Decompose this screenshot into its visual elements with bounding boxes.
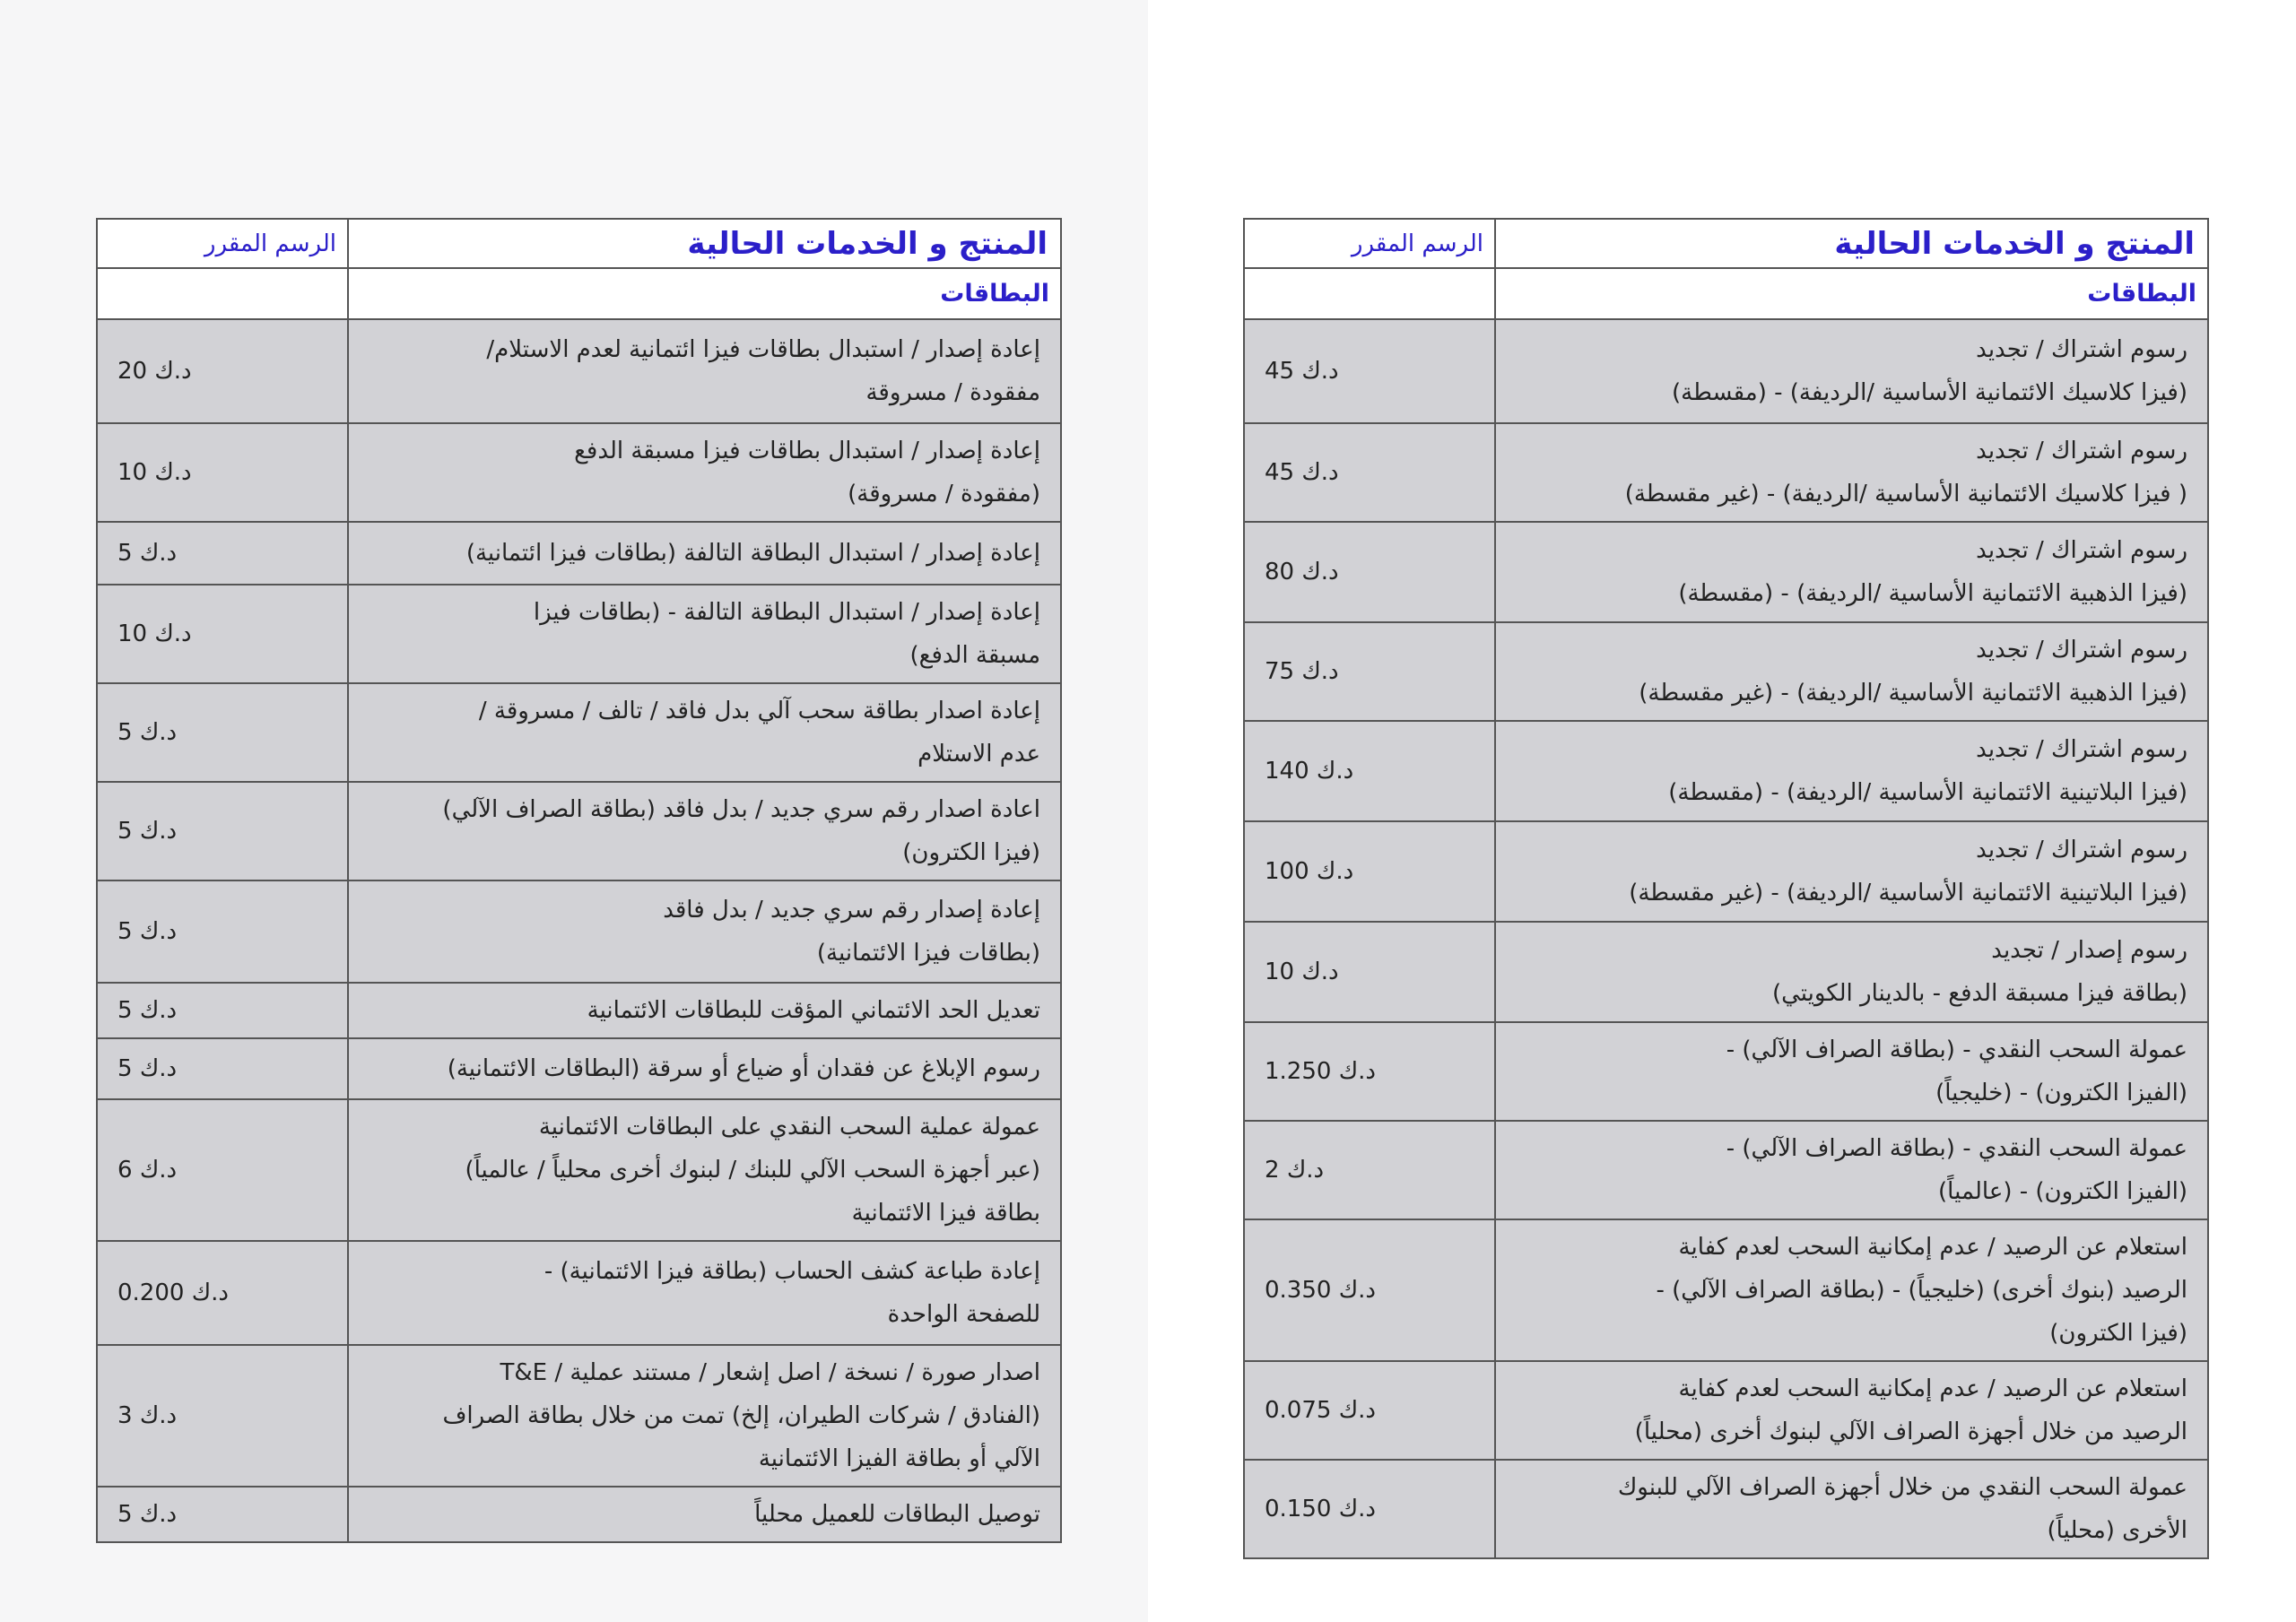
fee-amount: 5 د.ك — [97, 683, 348, 782]
fee-row — [97, 522, 1061, 585]
fee-description: توصيل البطاقات للعميل محلياً — [348, 1487, 1061, 1542]
fee-description: عمولة السحب النقدي من خلال أجهزة الصراف الآلي للبنوك الأخرى (محلياً) — [1495, 1460, 2208, 1558]
fee-description: رسوم اشتراك / تجديد (فيزا كلاسيك الائتمانية الأساسية /الرديفة) - (مقسطة) — [1495, 319, 2208, 423]
fee-amount: 45 د.ك — [1244, 319, 1495, 423]
fee-row — [97, 782, 1061, 880]
fee-row — [97, 1487, 1061, 1542]
fee-amount: 3 د.ك — [97, 1345, 348, 1487]
fee-amount: 5 د.ك — [97, 522, 348, 585]
fee-amount: 10 د.ك — [97, 585, 348, 683]
fee-description: عمولة عملية السحب النقدي على البطاقات الائتمانية (عبر أجهزة السحب الآلي للبنك / لبنوك أخرى محلياً / عالمياً) بطاقة فيزا الائتمانية — [348, 1099, 1061, 1241]
fee-amount: 10 د.ك — [97, 423, 348, 522]
section-row — [1244, 268, 2208, 319]
fee-amount: 0.350 د.ك — [1244, 1219, 1495, 1361]
fee-description: رسوم اشتراك / تجديد (فيزا البلاتينية الائتمانية الأساسية /الرديفة) - (غير مقسطة) — [1495, 821, 2208, 922]
fee-description: اعادة اصدار رقم سري جديد / بدل فاقد (بطاقة الصراف الآلي) (فيزا الكترون) — [348, 782, 1061, 880]
section-label-cards: البطاقات — [348, 268, 1061, 319]
fee-row — [1244, 1361, 2208, 1460]
fee-amount: 6 د.ك — [97, 1099, 348, 1241]
fee-row — [97, 1099, 1061, 1241]
fee-row — [1244, 319, 2208, 423]
section-label-cards: البطاقات — [1495, 268, 2208, 319]
fee-amount: 10 د.ك — [1244, 922, 1495, 1022]
fee-description: إعادة اصدار بطاقة سحب آلي بدل فاقد / تالف / مسروقة / عدم الاستلام — [348, 683, 1061, 782]
fee-row — [97, 585, 1061, 683]
fee-row — [97, 319, 1061, 423]
fee-description: رسوم اشتراك / تجديد (فيزا البلاتينية الائتمانية الأساسية /الرديفة) - (مقسطة) — [1495, 721, 2208, 821]
fee-amount: 2 د.ك — [1244, 1121, 1495, 1219]
fee-amount: 1.250 د.ك — [1244, 1022, 1495, 1121]
fee-amount: 100 د.ك — [1244, 821, 1495, 922]
fee-row — [1244, 1219, 2208, 1361]
fee-description: اصدار صورة / نسخة / اصل إشعار / مستند عملية / T&E (الفنادق / شركات الطيران، إلخ) تمت من خلال بطاقة الصراف الآلي أو بطاقة الفيزا الائتمانية — [348, 1345, 1061, 1487]
fee-amount: 5 د.ك — [97, 782, 348, 880]
table-header-row — [1244, 219, 2208, 268]
fee-description: رسوم إصدار / تجديد (بطاقة فيزا مسبقة الدفع - بالدينار الكويتي) — [1495, 922, 2208, 1022]
fee-amount: 140 د.ك — [1244, 721, 1495, 821]
fee-amount: 5 د.ك — [97, 880, 348, 983]
fee-amount: 5 د.ك — [97, 1487, 348, 1542]
fee-amount: 5 د.ك — [97, 1038, 348, 1099]
fee-description: إعادة إصدار رقم سري جديد / بدل فاقد (بطاقات فيزا الائتمانية) — [348, 880, 1061, 983]
fee-row — [97, 423, 1061, 522]
fee-row — [1244, 721, 2208, 821]
fee-amount: 0.075 د.ك — [1244, 1361, 1495, 1460]
header-fee: الرسم المقرر — [97, 219, 348, 268]
fee-amount: 75 د.ك — [1244, 622, 1495, 721]
fee-description: إعادة طباعة كشف الحساب (بطاقة فيزا الائتمانية) - للصفحة الواحدة — [348, 1241, 1061, 1345]
fee-row — [1244, 1121, 2208, 1219]
fee-description: استعلام عن الرصيد / عدم إمكانية السحب لعدم كفاية الرصيد (بنوك أخرى) (خليجياً) - (بطاقة الصراف الآلي) - (فيزا الكترون) — [1495, 1219, 2208, 1361]
fee-row — [1244, 821, 2208, 922]
header-fee: الرسم المقرر — [1244, 219, 1495, 268]
fee-row — [97, 1038, 1061, 1099]
section-fee-empty — [1244, 268, 1495, 319]
fee-description: عمولة السحب النقدي - (بطاقة الصراف الآلي) - (الفيزا الكترون) - (عالمياً) — [1495, 1121, 2208, 1219]
fees-table-left — [96, 218, 1062, 1543]
fee-amount: 45 د.ك — [1244, 423, 1495, 522]
fee-row — [97, 1345, 1061, 1487]
fee-description: رسوم اشتراك / تجديد (فيزا الذهبية الائتمانية الأساسية /الرديفة) - (غير مقسطة) — [1495, 622, 2208, 721]
fee-row — [1244, 622, 2208, 721]
fee-row — [97, 880, 1061, 983]
fee-row — [97, 983, 1061, 1038]
fee-row — [1244, 522, 2208, 622]
fee-amount: 0.200 د.ك — [97, 1241, 348, 1345]
fee-description: عمولة السحب النقدي - (بطاقة الصراف الآلي) - (الفيزا الكترون) - (خليجياً) — [1495, 1022, 2208, 1121]
section-fee-empty — [97, 268, 348, 319]
table-header-row — [97, 219, 1061, 268]
fee-row — [97, 683, 1061, 782]
fee-row — [97, 1241, 1061, 1345]
fee-description: رسوم اشتراك / تجديد (فيزا الذهبية الائتمانية الأساسية /الرديفة) - (مقسطة) — [1495, 522, 2208, 622]
fee-row — [1244, 1022, 2208, 1121]
fee-row — [1244, 423, 2208, 522]
fees-table-right — [1243, 218, 2209, 1559]
fee-description: إعادة إصدار / استبدال بطاقات فيزا ائتمانية لعدم الاستلام/ مفقودة / مسروقة — [348, 319, 1061, 423]
fee-description: تعديل الحد الائتماني المؤقت للبطاقات الائتمانية — [348, 983, 1061, 1038]
fee-description: إعادة إصدار / استبدال البطاقة التالفة (بطاقات فيزا ائتمانية) — [348, 522, 1061, 585]
section-row — [97, 268, 1061, 319]
fee-description: إعادة إصدار / استبدال بطاقات فيزا مسبقة الدفع (مفقودة / مسروقة) — [348, 423, 1061, 522]
fee-amount: 0.150 د.ك — [1244, 1460, 1495, 1558]
fee-amount: 5 د.ك — [97, 983, 348, 1038]
header-products-services: المنتج و الخدمات الحالية — [1495, 219, 2208, 268]
fee-amount: 20 د.ك — [97, 319, 348, 423]
fee-description: رسوم اشتراك / تجديد ( فيزا كلاسيك الائتمانية الأساسية /الرديفة) - (غير مقسطة) — [1495, 423, 2208, 522]
fee-description: إعادة إصدار / استبدال البطاقة التالفة - (بطاقات فيزا مسبقة الدفع) — [348, 585, 1061, 683]
fee-description: استعلام عن الرصيد / عدم إمكانية السحب لعدم كفاية الرصيد من خلال أجهزة الصراف الآلي لبنوك أخرى (محلياً) — [1495, 1361, 2208, 1460]
fee-amount: 80 د.ك — [1244, 522, 1495, 622]
fee-row — [1244, 1460, 2208, 1558]
header-products-services: المنتج و الخدمات الحالية — [348, 219, 1061, 268]
fee-description: رسوم الإبلاغ عن فقدان أو ضياع أو سرقة (البطاقات الائتمانية) — [348, 1038, 1061, 1099]
fee-row — [1244, 922, 2208, 1022]
